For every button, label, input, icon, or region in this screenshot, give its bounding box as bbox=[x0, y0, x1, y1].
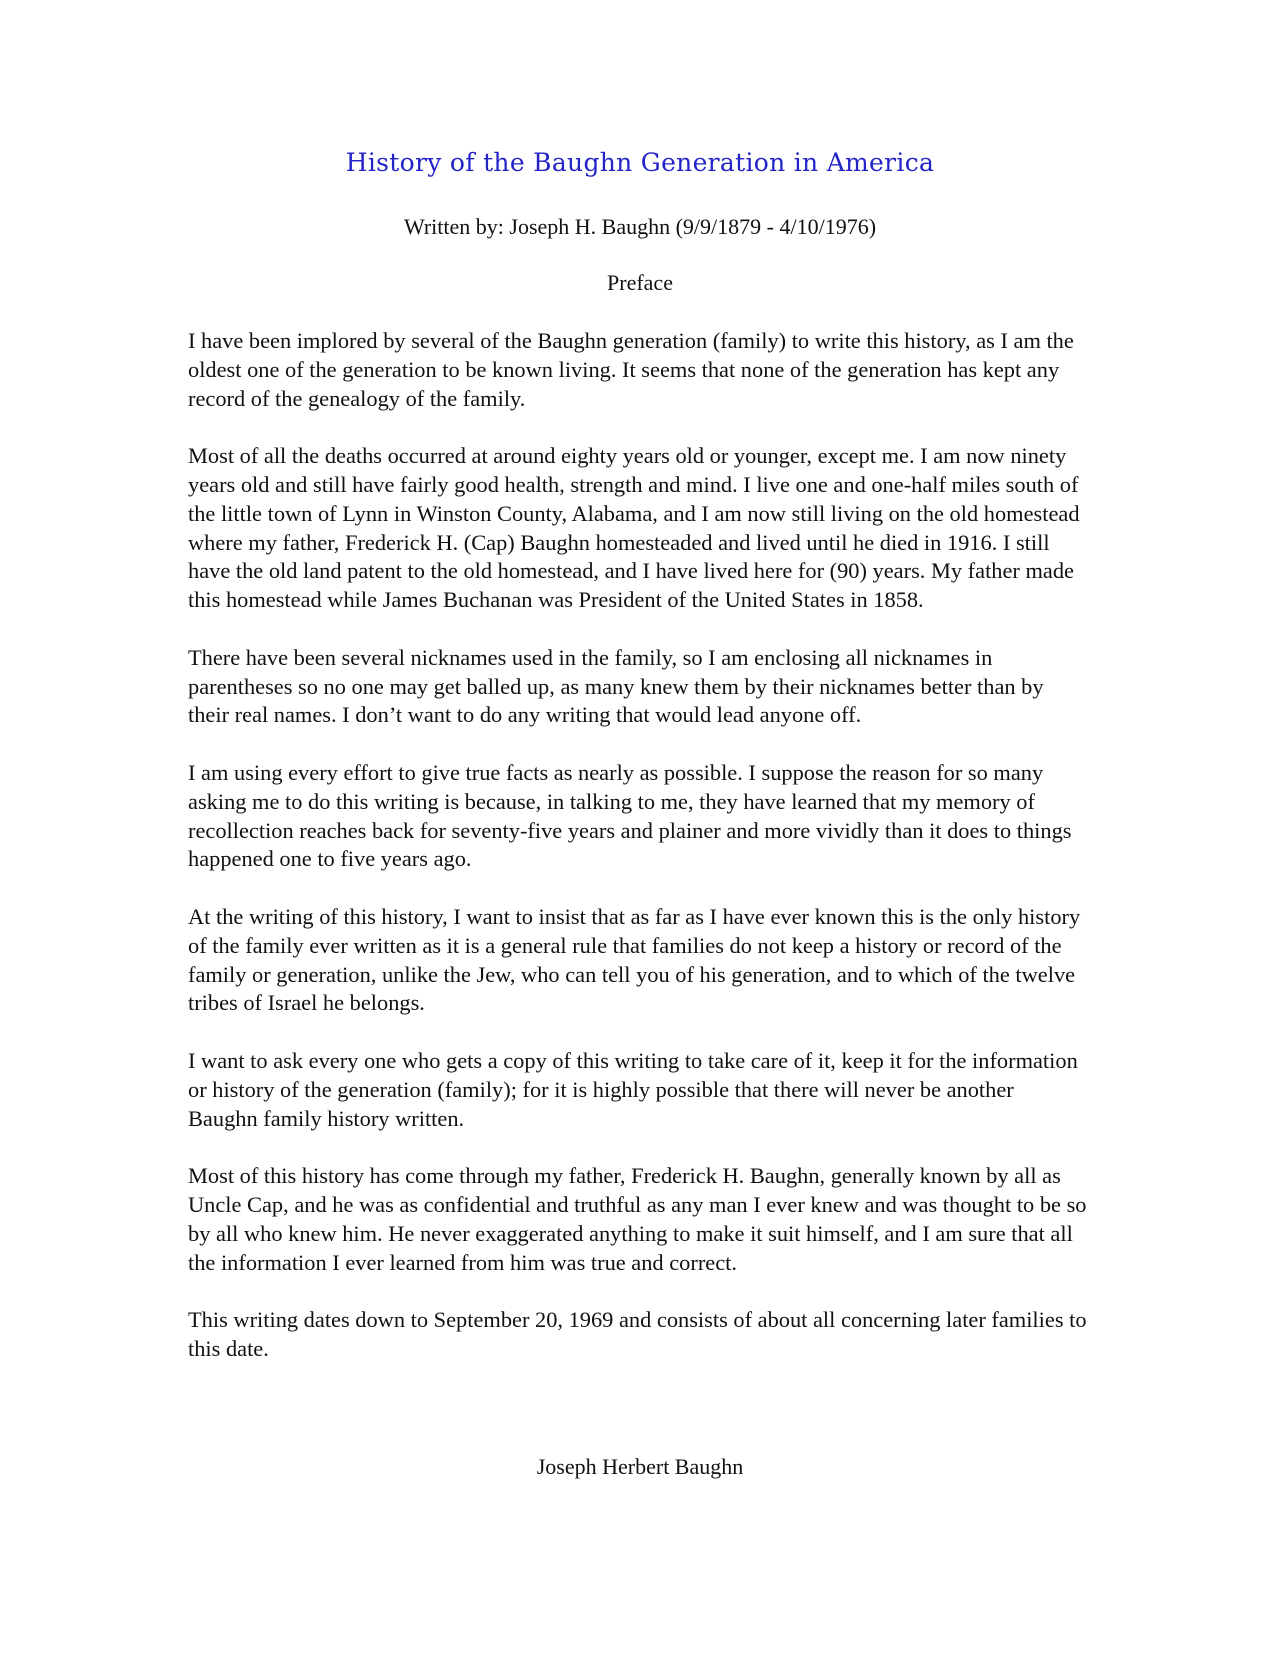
preface-body bbox=[188, 327, 1088, 1364]
paragraph: Most of all the deaths occurred at around eighty years old or younger, except me. I am now ninety years old and still have fairly good health, strength and mind. I live one and one-half miles south of the little town of Lynn in Winston County, Alabama, and I am now still living on the old homestead where my father, Frederick H. (Cap) Baughn homesteaded and lived until he died in 1916. I still have the old land patent to the old homestead, and I have lived here for (90) years. My father made this homestead while James Buchanan was President of the United States in 1858. bbox=[188, 443, 1080, 613]
author-byline: Written by: Joseph H. Baughn (9/9/1879 - 4/10/1976) bbox=[403, 214, 877, 239]
paragraph: There have been several nicknames used in the family, so I am enclosing all nicknames in parentheses so no one may get balled up, as many knew them by their nicknames better than by their real names. I don’t want to do any writing that would lead anyone off. bbox=[188, 644, 1044, 728]
paragraph: I have been implored by several of the Baughn generation (family) to write this history, as I am the oldest one of the generation to be known living. It seems that none of the generation has kept any record of the genealogy of the family. bbox=[188, 328, 1074, 411]
paragraph: This writing dates down to September 20, 1969 and consists of about all concerning later families to this date. bbox=[188, 1307, 1087, 1361]
paragraph: At the writing of this history, I want to insist that as far as I have ever known this is the only history of the family ever written as it is a general rule that families do not keep a history or record of the family or generation, unlike the Jew, who can tell you of his generation, and to which of the twelve tribes of Israel he belongs. bbox=[188, 903, 1081, 1016]
paragraph: I am using every effort to give true facts as nearly as possible. I suppose the reason for so many asking me to do this writing is because, in talking to me, they have learned that my memory of recollection reaches back for seventy-five years and plainer and more vividly than it does to things happened one to five years ago. bbox=[188, 759, 1072, 872]
paragraph: Most of this history has come through my father, Frederick H. Baughn, generally known by all as Uncle Cap, and he was as confidential and truthful as any man I ever knew and was thought to be so by all who knew him. He never exaggerated anything to make it suit himself, and I am sure that all the information I ever learned from him was true and correct. bbox=[188, 1163, 1087, 1275]
document-title: History of the Baughn Generation in America bbox=[345, 148, 935, 177]
author-signature: Joseph Herbert Baughn bbox=[536, 1454, 744, 1479]
preface-heading: Preface bbox=[607, 270, 673, 295]
paragraph: I want to ask every one who gets a copy of this writing to take care of it, keep it for the information or history of the generation (family); for it is highly possible that there will never be another Baughn family history written. bbox=[188, 1047, 1078, 1131]
